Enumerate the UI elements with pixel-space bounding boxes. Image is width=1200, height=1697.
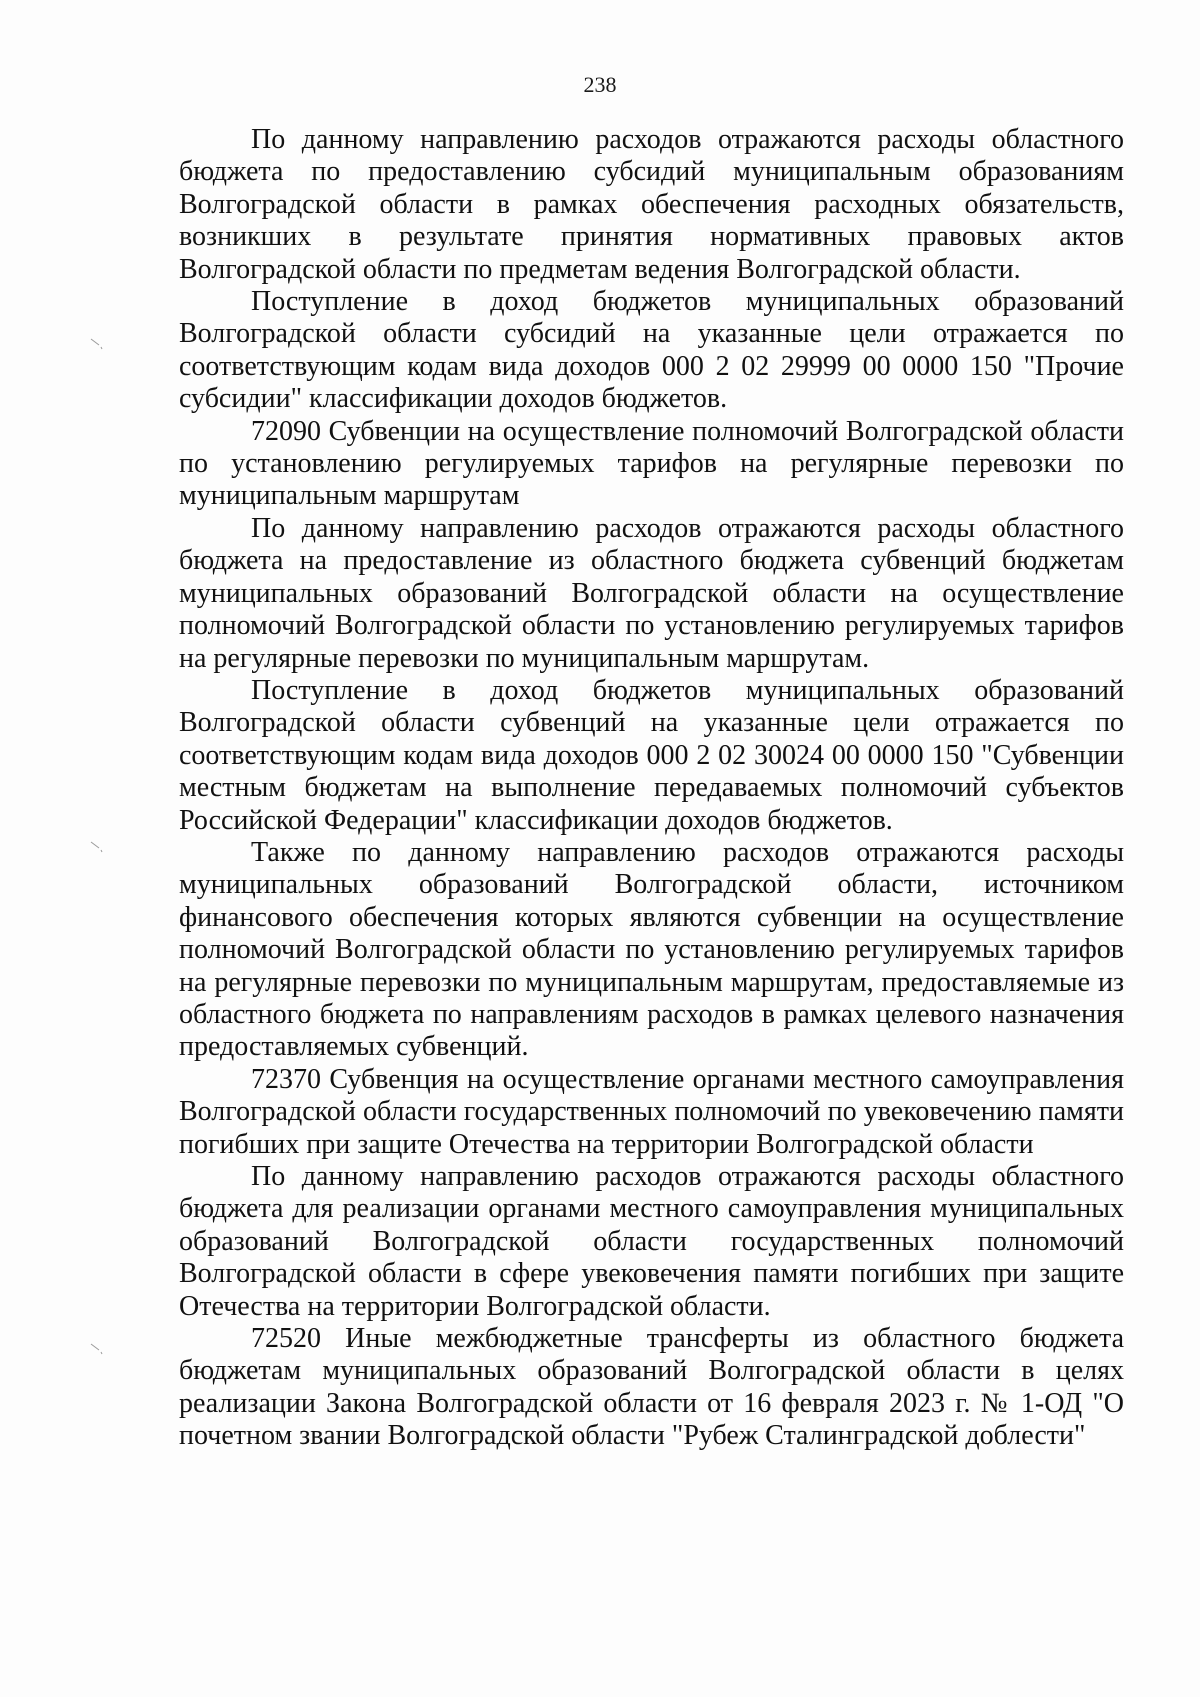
paragraph-72370-expenses: По данному направлению расходов отражаются расходы областного бюджета для реализации органами местного самоуправления муниципальных образований Волгоградской области государственных полномочий Волгоградской области в сфере увековечения памяти погибших при защите Отечества на территории Волгоградской области.: [179, 1161, 1124, 1322]
paragraph-72090-municipal: Также по данному направлению расходов отражаются расходы муниципальных образований Волгоградской области, источником финансового обеспечения которых являются субвенции на осуществление полномочий Волгоградской области по установлению регулируемых тарифов на регулярные перевозки по муниципальным маршрутам, предоставляемые из областного бюджета по направлениям расходов в рамках целевого назначения предоставляемых субвенций.: [179, 836, 1124, 1063]
document-body: [179, 124, 1124, 1453]
scan-mark: [90, 841, 104, 853]
scan-mark: [90, 338, 104, 350]
paragraph-regional-subsidies: По данному направлению расходов отражаются расходы областного бюджета по предоставлению субсидий муниципальным образованиям Волгоградской области в рамках обеспечения расходных обязательств, возникших в результате принятия нормативных правовых актов Волгоградской области по предметам ведения Волгоградской области.: [179, 124, 1124, 285]
heading-72520: 72520 Иные межбюджетные трансферты из областного бюджета бюджетам муниципальных образований Волгоградской области в целях реализации Закона Волгоградской области от 16 февраля 2023 г. № 1-ОД "О почетном звании Волгоградской области "Рубеж Сталинградской доблести": [179, 1323, 1124, 1452]
page-number: 238: [583, 72, 617, 97]
paragraph-subsidies-income: Поступление в доход бюджетов муниципальных образований Волгоградской области субсидий на указанные цели отражается по соответствующим кодам вида доходов 000 2 02 29999 00 0000 150 "Прочие субсидии" классификации доходов бюджетов.: [179, 286, 1124, 415]
heading-72370: 72370 Субвенция на осуществление органами местного самоуправления Волгоградской области государственных полномочий по увековечению памяти погибших при защите Отечества на территории Волгоградской области: [179, 1063, 1124, 1160]
paragraph-72090-expenses: По данному направлению расходов отражаются расходы областного бюджета на предоставление из областного бюджета субвенций бюджетам муниципальных образований Волгоградской области на осуществление полномочий Волгоградской области по установлению регулируемых тарифов на регулярные перевозки по муниципальным маршрутам.: [179, 512, 1124, 674]
scan-mark: [90, 1343, 104, 1355]
paragraph-72090-income: Поступление в доход бюджетов муниципальных образований Волгоградской области субвенций на указанные цели отражается по соответствующим кодам вида доходов 000 2 02 30024 00 0000 150 "Субвенции местным бюджетам на выполнение передаваемых полномочий субъектов Российской Федерации" классификации доходов бюджетов.: [179, 674, 1124, 836]
heading-72090: 72090 Субвенции на осуществление полномочий Волгоградской области по установлению регулируемых тарифов на регулярные перевозки по муниципальным маршрутам: [179, 415, 1124, 512]
